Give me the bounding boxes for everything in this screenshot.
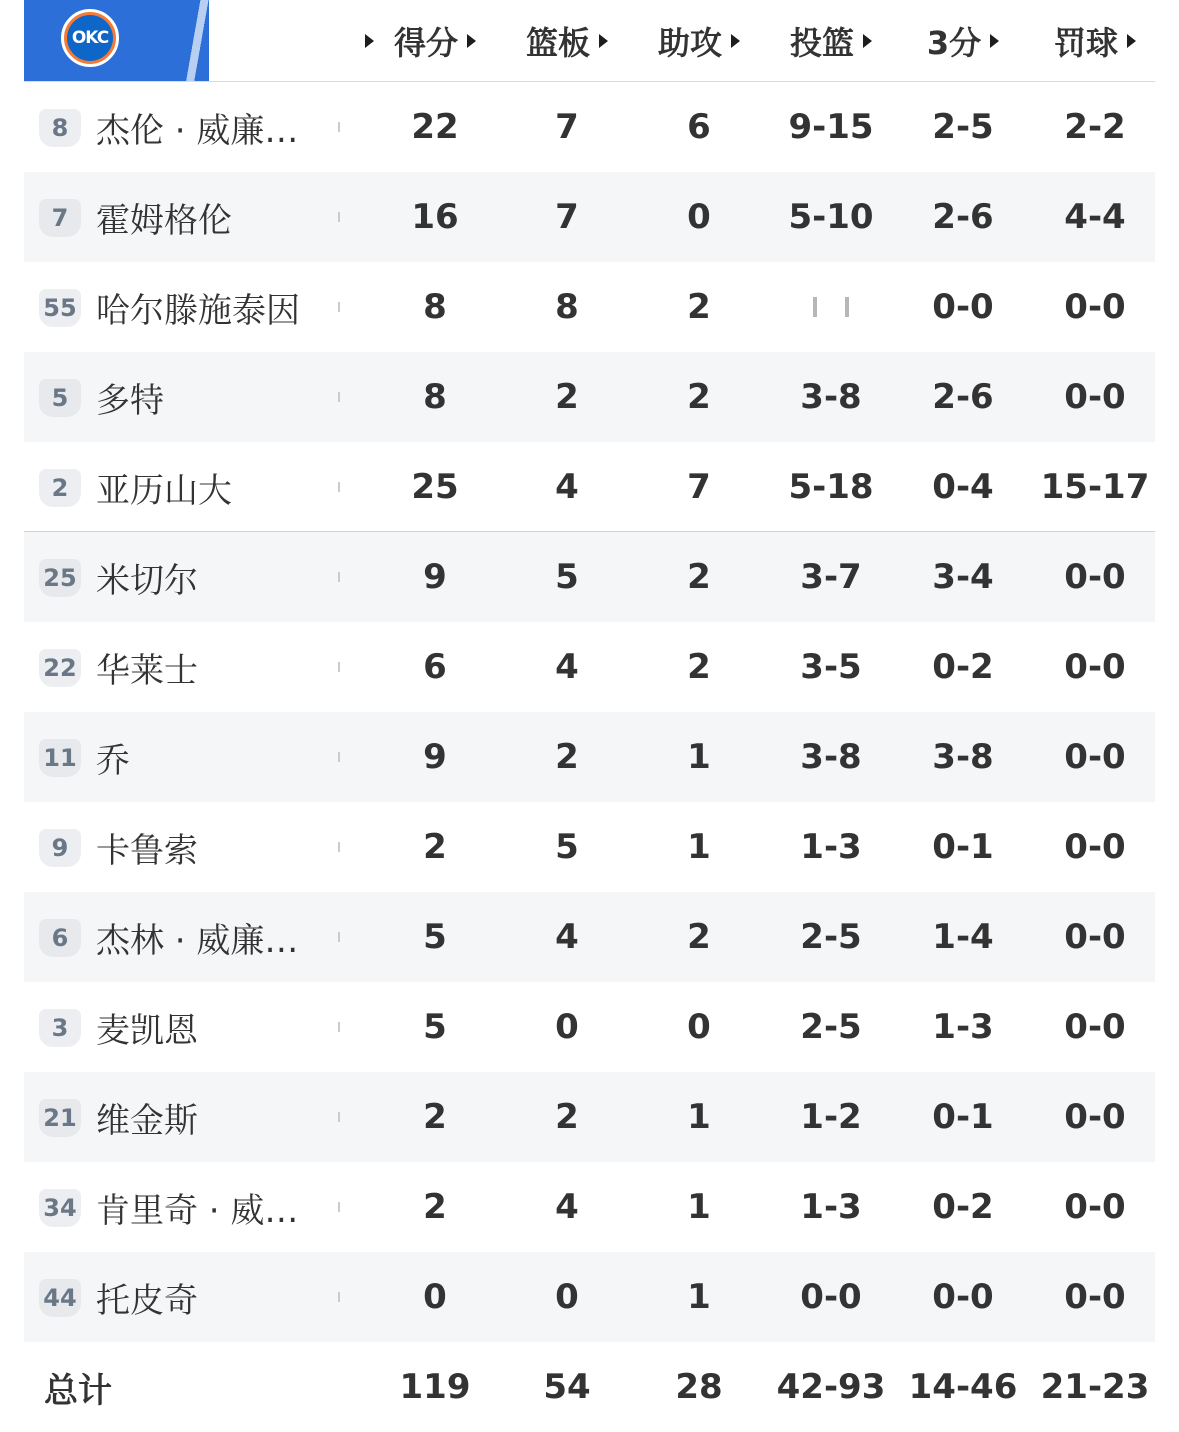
stat-free-throws: 0-0 <box>1064 377 1126 417</box>
stat-field-goals: 1-3 <box>800 1187 862 1227</box>
stat-free-throws: 0-0 <box>1064 647 1126 687</box>
redacted-mark <box>813 297 817 317</box>
player-name[interactable]: 杰伦 · 威廉… <box>96 110 299 151</box>
column-divider-tick <box>338 662 340 672</box>
column-header-points[interactable]: 得分 <box>369 0 501 81</box>
stat-three-pointers: 0-0 <box>932 1277 994 1317</box>
stat-assists: 0 <box>687 1007 711 1047</box>
column-divider-tick <box>338 482 340 492</box>
stat-points: 9 <box>423 737 447 777</box>
stat-assists: 2 <box>687 917 711 957</box>
player-row[interactable] <box>24 442 1155 532</box>
stat-three-pointers: 0-0 <box>932 287 994 327</box>
arrow-right-icon <box>467 34 476 48</box>
column-divider-tick <box>338 1112 340 1122</box>
player-name[interactable]: 卡鲁索 <box>96 830 198 871</box>
stat-free-throws: 0-0 <box>1064 287 1126 327</box>
player-name[interactable]: 肯里奇 · 威… <box>96 1190 299 1231</box>
player-row[interactable] <box>24 802 1155 892</box>
stat-three-pointers: 0-4 <box>932 467 994 507</box>
stat-assists: 7 <box>687 467 711 507</box>
stat-free-throws: 0-0 <box>1064 917 1126 957</box>
arrow-right-icon <box>599 34 608 48</box>
team-logo-text: OKC <box>67 15 113 61</box>
stat-three-pointers: 2-6 <box>932 197 994 237</box>
stat-assists: 1 <box>687 1097 711 1137</box>
stat-three-pointers: 1-3 <box>932 1007 994 1047</box>
column-divider-tick <box>338 122 340 132</box>
player-name[interactable]: 米切尔 <box>96 560 198 601</box>
stat-three-pointers: 3-8 <box>932 737 994 777</box>
stat-field-goals: 2-5 <box>800 917 862 957</box>
total-label: 总计 <box>44 1370 112 1411</box>
jersey-number-badge: 7 <box>39 199 81 237</box>
player-name[interactable]: 霍姆格伦 <box>96 200 232 241</box>
stat-assists: 2 <box>687 647 711 687</box>
player-row[interactable] <box>24 82 1155 172</box>
arrow-right-icon <box>1127 34 1136 48</box>
stat-field-goals: 1-2 <box>800 1097 862 1137</box>
stat-three-pointers: 0-2 <box>932 1187 994 1227</box>
player-row[interactable] <box>24 532 1155 622</box>
stat-rebounds: 2 <box>555 377 579 417</box>
player-name[interactable]: 华莱士 <box>96 650 198 691</box>
stat-rebounds: 7 <box>555 197 579 237</box>
stat-rebounds: 8 <box>555 287 579 327</box>
stat-assists: 2 <box>687 557 711 597</box>
jersey-number-badge: 9 <box>39 829 81 867</box>
player-name[interactable]: 杰林 · 威廉… <box>96 920 299 961</box>
stat-three-pointers: 3-4 <box>932 557 994 597</box>
jersey-number-badge: 21 <box>39 1099 81 1137</box>
total-field-goals: 42-93 <box>776 1367 886 1407</box>
player-name[interactable]: 麦凯恩 <box>96 1010 198 1051</box>
stat-points: 2 <box>423 1097 447 1137</box>
stat-free-throws: 0-0 <box>1064 1187 1126 1227</box>
stat-field-goals: 9-15 <box>788 107 874 147</box>
player-row[interactable] <box>24 892 1155 982</box>
player-row[interactable] <box>24 352 1155 442</box>
stat-free-throws: 0-0 <box>1064 1097 1126 1137</box>
jersey-number-badge: 44 <box>39 1279 81 1317</box>
stat-field-goals: 3-8 <box>800 737 862 777</box>
redacted-mark <box>845 297 849 317</box>
box-score-table <box>24 0 1155 1411</box>
column-divider-tick <box>338 842 340 852</box>
stat-rebounds: 2 <box>555 1097 579 1137</box>
jersey-number-badge: 3 <box>39 1009 81 1047</box>
stat-points: 22 <box>411 107 459 147</box>
table-header <box>24 0 1155 82</box>
stat-assists: 0 <box>687 197 711 237</box>
total-row <box>24 1342 1155 1432</box>
column-divider-tick <box>338 1022 340 1032</box>
total-free-throws: 21-23 <box>1040 1367 1150 1407</box>
stat-free-throws: 0-0 <box>1064 1277 1126 1317</box>
jersey-number-badge: 22 <box>39 649 81 687</box>
player-row[interactable] <box>24 712 1155 802</box>
player-name[interactable]: 托皮奇 <box>96 1280 198 1321</box>
stat-points: 5 <box>423 917 447 957</box>
stat-assists: 6 <box>687 107 711 147</box>
player-name[interactable]: 亚历山大 <box>96 470 232 511</box>
stat-free-throws: 15-17 <box>1040 467 1150 507</box>
stat-assists: 1 <box>687 1187 711 1227</box>
column-header-assists[interactable]: 助攻 <box>633 0 765 81</box>
column-divider-tick <box>338 572 340 582</box>
arrow-right-icon <box>990 34 999 48</box>
stat-field-goals: 5-10 <box>788 197 874 237</box>
player-row[interactable] <box>24 172 1155 262</box>
column-divider-tick <box>338 302 340 312</box>
stat-free-throws: 0-0 <box>1064 1007 1126 1047</box>
stat-assists: 2 <box>687 377 711 417</box>
stat-free-throws: 0-0 <box>1064 737 1126 777</box>
arrow-right-icon <box>863 34 872 48</box>
stat-rebounds: 5 <box>555 827 579 867</box>
stat-rebounds: 4 <box>555 647 579 687</box>
column-header-field-goals[interactable]: 投篮 <box>765 0 897 81</box>
stat-rebounds: 4 <box>555 1187 579 1227</box>
column-divider-tick <box>338 752 340 762</box>
stat-free-throws: 2-2 <box>1064 107 1126 147</box>
stat-points: 8 <box>423 287 447 327</box>
stat-points: 2 <box>423 827 447 867</box>
total-assists: 28 <box>675 1367 723 1407</box>
stat-field-goals: 3-7 <box>800 557 862 597</box>
player-row[interactable] <box>24 1072 1155 1162</box>
stat-points: 16 <box>411 197 459 237</box>
column-divider-tick <box>338 212 340 222</box>
player-row[interactable] <box>24 262 1155 352</box>
stat-points: 8 <box>423 377 447 417</box>
stat-assists: 1 <box>687 827 711 867</box>
stat-points: 25 <box>411 467 459 507</box>
total-points: 119 <box>399 1367 471 1407</box>
team-badge-stripe <box>174 0 234 81</box>
stat-rebounds: 0 <box>555 1277 579 1317</box>
stat-field-goals: 3-5 <box>800 647 862 687</box>
player-row[interactable] <box>24 982 1155 1072</box>
column-divider-tick <box>338 1292 340 1302</box>
total-rebounds: 54 <box>543 1367 591 1407</box>
stat-field-goals: 3-8 <box>800 377 862 417</box>
stat-free-throws: 0-0 <box>1064 557 1126 597</box>
stat-rebounds: 7 <box>555 107 579 147</box>
stat-points: 9 <box>423 557 447 597</box>
stat-assists: 1 <box>687 737 711 777</box>
column-divider-tick <box>338 392 340 402</box>
jersey-number-badge: 6 <box>39 919 81 957</box>
player-name[interactable]: 维金斯 <box>96 1100 198 1141</box>
stat-points: 0 <box>423 1277 447 1317</box>
player-name[interactable]: 多特 <box>96 380 164 421</box>
stat-points: 2 <box>423 1187 447 1227</box>
stat-three-pointers: 0-1 <box>932 1097 994 1137</box>
column-header-three-pointers[interactable]: 3分 <box>897 0 1029 81</box>
jersey-number-badge: 55 <box>39 289 81 327</box>
player-row[interactable] <box>24 1252 1155 1342</box>
jersey-number-badge: 11 <box>39 739 81 777</box>
column-divider-tick <box>338 1202 340 1212</box>
stat-three-pointers: 2-6 <box>932 377 994 417</box>
stat-assists: 2 <box>687 287 711 327</box>
arrow-right-icon <box>731 34 740 48</box>
player-row[interactable] <box>24 1162 1155 1252</box>
jersey-number-badge: 8 <box>39 109 81 147</box>
stat-assists: 1 <box>687 1277 711 1317</box>
stat-three-pointers: 0-1 <box>932 827 994 867</box>
stat-free-throws: 0-0 <box>1064 827 1126 867</box>
stat-field-goals: 1-3 <box>800 827 862 867</box>
stat-rebounds: 4 <box>555 917 579 957</box>
total-three-pointers: 14-46 <box>908 1367 1018 1407</box>
player-row[interactable] <box>24 622 1155 712</box>
player-name[interactable]: 哈尔滕施泰因 <box>96 290 300 331</box>
stat-three-pointers: 2-5 <box>932 107 994 147</box>
stat-rebounds: 5 <box>555 557 579 597</box>
jersey-number-badge: 2 <box>39 469 81 507</box>
stat-rebounds: 0 <box>555 1007 579 1047</box>
stat-field-goals: 0-0 <box>800 1277 862 1317</box>
stat-points: 5 <box>423 1007 447 1047</box>
stat-field-goals: 5-18 <box>788 467 874 507</box>
column-header-free-throws[interactable]: 罚球 <box>1029 0 1161 81</box>
stat-three-pointers: 0-2 <box>932 647 994 687</box>
stat-rebounds: 4 <box>555 467 579 507</box>
player-name[interactable]: 乔 <box>96 740 130 781</box>
stat-points: 6 <box>423 647 447 687</box>
starters-bench-divider <box>24 531 1155 532</box>
stat-field-goals <box>765 262 897 352</box>
column-divider-tick <box>338 932 340 942</box>
stat-three-pointers: 1-4 <box>932 917 994 957</box>
team-logo <box>61 9 119 67</box>
stat-field-goals: 2-5 <box>800 1007 862 1047</box>
jersey-number-badge: 5 <box>39 379 81 417</box>
jersey-number-badge: 34 <box>39 1189 81 1227</box>
jersey-number-badge: 25 <box>39 559 81 597</box>
stat-free-throws: 4-4 <box>1064 197 1126 237</box>
stat-rebounds: 2 <box>555 737 579 777</box>
column-header-rebounds[interactable]: 篮板 <box>501 0 633 81</box>
